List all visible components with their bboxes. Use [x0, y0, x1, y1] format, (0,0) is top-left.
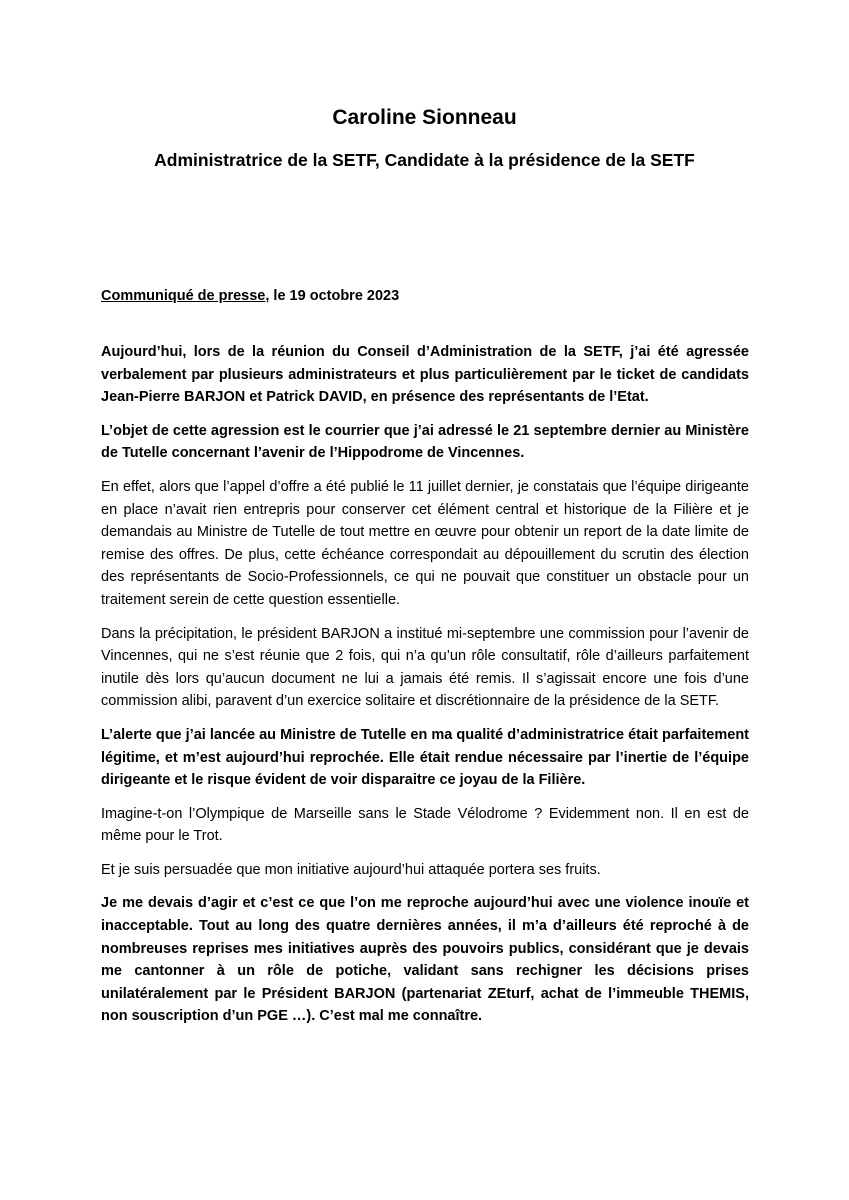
- paragraph-3: En effet, alors que l’appel d’offre a été publié le 11 juillet dernier, je constatais que l’équipe dirigeante en place n’avait rien entrepris pour conserver cet élément central et historique de la Filière et je demandais au Ministre de Tutelle de tout mettre en œuvre pour obtenir un report de la date limite de remise des offres. De plus, cette échéance correspondait au dépouillement du scrutin des élection des représentants de Socio-Professionnels, ce qui ne pouvait que constituer un obstacle pour un traitement serein de cette question essentielle.: [101, 478, 749, 608]
- paragraph-6: Imagine-t-on l’Olympique de Marseille sans le Stade Vélodrome ? Evidemment non. Il en est de même pour le Trot.: [101, 805, 749, 845]
- press-release-date: , le 19 octobre 2023: [265, 288, 400, 304]
- author-role: Administratrice de la SETF, Candidate à la présidence de la SETF: [154, 150, 695, 170]
- document-body: [101, 341, 749, 1039]
- paragraph-1: Aujourd’hui, lors de la réunion du Conseil d’Administration de la SETF, j’ai été agressée verbalement par plusieurs administrateurs et plus particulièrement par le ticket de candidats Jean-Pierre BARJON et Patrick DAVID, en présence des représentants de l’Etat.: [101, 344, 749, 406]
- paragraph-8: Je me devais d’agir et c’est ce que l’on me reproche aujourd’hui avec une violence inouïe et inacceptable. Tout au long des quatre dernières années, il m’a d’ailleurs été reproché à de nombreuses reprises mes initiatives auprès des pouvoirs publics, considérant que je devais me cantonner à un rôle de potiche, validant sans rechigner les décisions prises unilatéralement par le Président BARJON (partenariat ZEturf, achat de l’immeuble THEMIS, non souscription d’un PGE …). C’est mal me connaître.: [101, 895, 749, 1025]
- press-release-label: Communiqué de presse: [101, 288, 266, 304]
- paragraph-2: L’objet de cette agression est le courrier que j’ai adressé le 21 septembre dernier au Ministère de Tutelle concernant l’avenir de l’Hippodrome de Vincennes.: [101, 422, 749, 462]
- dateline: [101, 286, 399, 306]
- paragraph-5: L’alerte que j’ai lancée au Ministre de Tutelle en ma qualité d’administratrice était parfaitement légitime, et m’est aujourd’hui reprochée. Elle était rendue nécessaire par l’inertie de l’équipe dirigeante et le risque évident de voir disparaitre ce joyau de la Filière.: [101, 726, 749, 789]
- author-name: Caroline Sionneau: [332, 106, 517, 129]
- paragraph-4: Dans la précipitation, le président BARJON a institué mi-septembre une commission pour l’avenir de Vincennes, qui ne s’est réunie que 2 fois, qui n’a qu’un rôle consultatif, rôle d’ailleurs parfaitement inutile dès lors qu’aucun document ne lui a jamais été remis. Il s’agissait encore une fois d’une commission alibi, paravent d’un exercice solitaire et discrétionnaire de la présidence de la SETF.: [101, 625, 749, 710]
- paragraph-7: Et je suis persuadée que mon initiative aujourd’hui attaquée portera ses fruits.: [101, 861, 601, 878]
